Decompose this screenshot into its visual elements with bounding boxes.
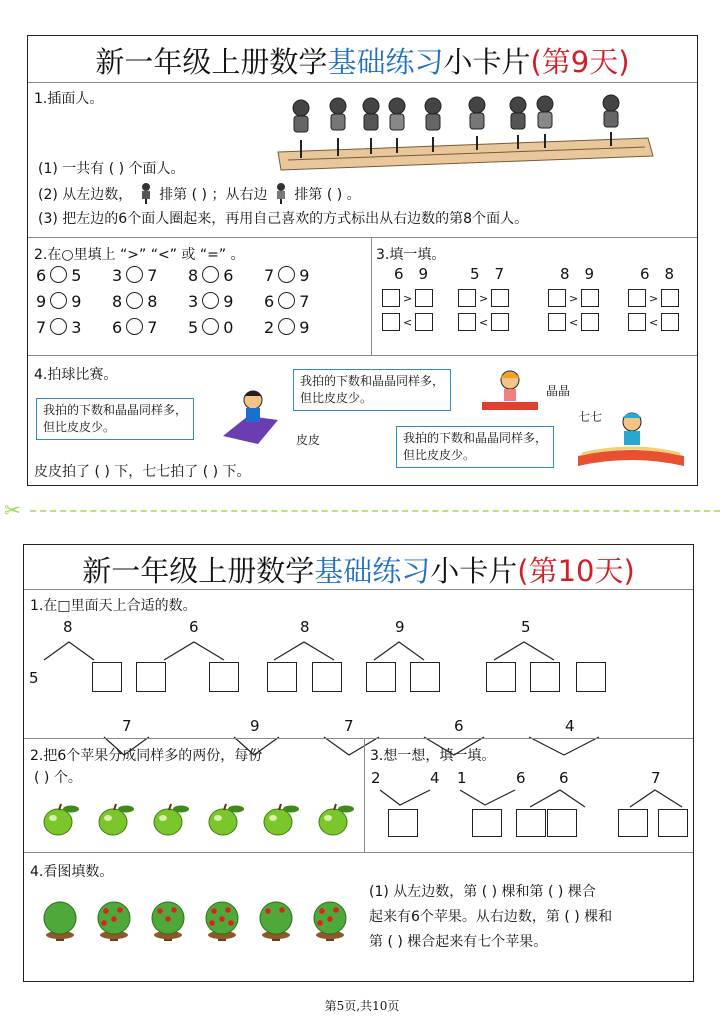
compare-symbol: >: [649, 292, 659, 305]
question-1-line-1: (1) 一共有 ( ) 个面人。: [38, 161, 185, 177]
answer-box[interactable]: [547, 809, 577, 837]
compare-left: 3: [188, 292, 199, 311]
split-number: 6: [559, 769, 569, 787]
answer-box[interactable]: [486, 662, 516, 692]
compare-symbol: >: [569, 292, 579, 305]
compare-item: [112, 266, 157, 285]
compare-right: 9: [299, 266, 310, 285]
question-2-label: 2.把6个苹果分成同样多的两份，每份: [30, 748, 263, 764]
compare-circle[interactable]: [202, 318, 219, 335]
question-1-label: 1.在□里面天上合适的数。: [30, 598, 197, 614]
box-compare-row: [628, 289, 679, 307]
answer-box[interactable]: [382, 289, 400, 307]
compare-left: 6: [36, 266, 47, 285]
chain-top-number: 8: [63, 618, 73, 636]
compare-circle[interactable]: [50, 266, 67, 283]
compare-item: [188, 292, 233, 311]
speech-bubble-jingjing: 我拍的下数和晶晶同样多，但比皮皮少。: [293, 369, 451, 411]
answer-box[interactable]: [472, 809, 502, 837]
compare-right: 3: [71, 318, 82, 337]
answer-box[interactable]: [581, 289, 599, 307]
compare-right: 0: [223, 318, 234, 337]
card-day-10: [23, 544, 694, 982]
compare-circle[interactable]: [126, 318, 143, 335]
apple-icon: [42, 803, 82, 837]
compare-left: 8: [112, 292, 123, 311]
split-number: 4: [430, 769, 440, 787]
compare-circle[interactable]: [278, 318, 295, 335]
pair-numbers: [560, 265, 594, 283]
question-1-line-2: (2) 从左边数， 排第 ( ) ；从右边 排第 ( ) 。: [38, 182, 361, 204]
compare-item: [188, 266, 233, 285]
split-number: 2: [371, 769, 381, 787]
tree-icon: [38, 901, 82, 945]
compare-symbol: >: [403, 292, 413, 305]
spacer: [570, 265, 585, 283]
pair-number: 5: [470, 265, 480, 283]
compare-right: 7: [299, 292, 310, 311]
compare-left: 9: [36, 292, 47, 311]
card-title: 新一年级上册数学基础练习小卡片(第10天): [82, 554, 635, 588]
question-4-label: 4.拍球比赛。: [34, 367, 118, 383]
compare-item: [112, 292, 157, 311]
apple-icon: [97, 803, 137, 837]
answer-box[interactable]: [628, 313, 646, 331]
chain-bottom-number: 7: [344, 717, 354, 735]
pair-numbers: [394, 265, 428, 283]
card-title: 新一年级上册数学基础练习小卡片(第9天): [95, 45, 630, 79]
question-4-line-3: 第 ( ) 棵合起来有七个苹果。: [369, 934, 548, 950]
box-compare-row: [458, 313, 509, 331]
chain-top-number: 6: [189, 618, 199, 636]
question-3-label: 3.填一填。: [376, 247, 446, 263]
compare-circle[interactable]: [50, 318, 67, 335]
answer-box[interactable]: [458, 289, 476, 307]
compare-circle[interactable]: [202, 266, 219, 283]
chain-top-number: 5: [521, 618, 531, 636]
chain-bottom-number: 9: [250, 717, 260, 735]
answer-box[interactable]: [548, 289, 566, 307]
question-2-label-line-2: ( ) 个。: [34, 770, 82, 786]
chain-bottom-number: 7: [122, 717, 132, 735]
compare-right: 6: [223, 266, 234, 285]
compare-circle[interactable]: [278, 292, 295, 309]
compare-item: [264, 266, 309, 285]
answer-box[interactable]: [581, 313, 599, 331]
compare-right: 5: [71, 266, 82, 285]
question-4-answer: 皮皮拍了 ( ) 下，七七拍了 ( ) 下。: [34, 464, 251, 480]
compare-circle[interactable]: [50, 292, 67, 309]
divider: [364, 738, 365, 852]
question-1-label: 1.插面人。: [34, 91, 104, 107]
scissors-icon: ✂: [4, 498, 21, 522]
answer-box[interactable]: [618, 809, 648, 837]
split-number: 6: [516, 769, 526, 787]
name-jingjing: 晶晶: [546, 384, 571, 398]
divider: [371, 237, 372, 355]
compare-left: 2: [264, 318, 275, 337]
tree-icon: [92, 901, 136, 945]
answer-box[interactable]: [661, 313, 679, 331]
box-compare-row: [382, 289, 433, 307]
compare-right: 7: [147, 266, 158, 285]
compare-item: [36, 318, 81, 337]
answer-box[interactable]: [530, 662, 560, 692]
tree-icon: [254, 901, 298, 945]
compare-right: 9: [223, 292, 234, 311]
cut-line: [30, 510, 720, 512]
jingjing-illustration: [480, 366, 540, 416]
answer-box[interactable]: [388, 809, 418, 837]
puppet-icon: [272, 182, 290, 204]
compare-left: 7: [36, 318, 47, 337]
divider: [24, 852, 693, 853]
question-1-line-3: (3) 把左边的6个面人圈起来，再用自己喜欢的方式标出从右边数的第8个面人。: [38, 211, 529, 227]
compare-item: [36, 266, 81, 285]
answer-box[interactable]: [92, 662, 122, 692]
compare-symbol: <: [479, 316, 489, 329]
answer-box[interactable]: [312, 662, 342, 692]
pair-number: 6: [640, 265, 650, 283]
answer-box[interactable]: [516, 809, 546, 837]
box-compare-row: [382, 313, 433, 331]
compare-right: 9: [71, 292, 82, 311]
compare-right: 7: [147, 318, 158, 337]
answer-box[interactable]: [491, 313, 509, 331]
compare-left: 5: [188, 318, 199, 337]
divider: [24, 738, 693, 739]
answer-box[interactable]: [658, 809, 688, 837]
compare-left: 8: [188, 266, 199, 285]
answer-box[interactable]: [209, 662, 239, 692]
box-compare-row: [458, 289, 509, 307]
question-2-label: 2.在○里填上 “>” “<” 或 “=” 。: [34, 247, 245, 263]
compare-left: 6: [112, 318, 123, 337]
pair-number: 6: [394, 265, 404, 283]
name-pipi: 皮皮: [296, 433, 321, 447]
compare-symbol: <: [649, 316, 659, 329]
chain-bottom-number: 4: [565, 717, 575, 735]
compare-item: [264, 292, 309, 311]
compare-right: 9: [299, 318, 310, 337]
question-4-label: 4.看图填数。: [30, 864, 114, 880]
compare-circle[interactable]: [278, 266, 295, 283]
pair-numbers: [640, 265, 674, 283]
divider: [28, 237, 697, 238]
tree-icon: [200, 901, 244, 945]
tree-icon: [146, 901, 190, 945]
chain-top-number: 9: [395, 618, 405, 636]
answer-box[interactable]: [576, 662, 606, 692]
answer-box[interactable]: [548, 313, 566, 331]
answer-box[interactable]: [366, 662, 396, 692]
pair-number: 8: [664, 265, 675, 283]
answer-box[interactable]: [458, 313, 476, 331]
compare-symbol: <: [569, 316, 579, 329]
compare-right: 8: [147, 292, 158, 311]
question-3-label: 3.想一想，填一填。: [370, 748, 496, 764]
compare-item: [188, 318, 233, 337]
compare-item: [36, 292, 81, 311]
qiqi-illustration: [576, 406, 686, 468]
pair-number: 9: [584, 265, 595, 283]
answer-box[interactable]: [628, 289, 646, 307]
compare-left: 3: [112, 266, 123, 285]
spacer: [480, 265, 495, 283]
puppet-icon: [137, 182, 155, 204]
compare-item: [264, 318, 309, 337]
box-compare-row: [628, 313, 679, 331]
compare-symbol: >: [479, 292, 489, 305]
compare-circle[interactable]: [202, 292, 219, 309]
chain-top-number: 8: [300, 618, 310, 636]
chain-left-number: 5: [29, 669, 39, 687]
pair-number: 8: [560, 265, 570, 283]
answer-box[interactable]: [136, 662, 166, 692]
box-compare-row: [548, 313, 599, 331]
answer-box[interactable]: [415, 313, 433, 331]
speech-bubble-qiqi: 我拍的下数和晶晶同样多，但比皮皮少。: [396, 426, 554, 468]
divider: [24, 589, 693, 590]
divider: [28, 355, 697, 356]
answer-box[interactable]: [491, 289, 509, 307]
answer-box[interactable]: [267, 662, 297, 692]
pipi-illustration: [218, 388, 288, 448]
page-footer: 第5页,共10页: [324, 999, 400, 1013]
apple-icon: [207, 803, 247, 837]
speech-bubble-pipi: 我拍的下数和晶晶同样多，但比皮皮少。: [36, 398, 194, 440]
chain-bottom-number: 6: [454, 717, 464, 735]
pair-number: 9: [418, 265, 429, 283]
puppet-stand-illustration: [273, 94, 653, 174]
compare-left: 6: [264, 292, 275, 311]
box-compare-row: [548, 289, 599, 307]
compare-left: 7: [264, 266, 275, 285]
pair-number: 7: [494, 265, 505, 283]
apple-icon: [317, 803, 357, 837]
compare-circle[interactable]: [126, 292, 143, 309]
name-qiqi: 七七: [578, 410, 603, 424]
compare-symbol: <: [403, 316, 413, 329]
compare-circle[interactable]: [126, 266, 143, 283]
answer-box[interactable]: [661, 289, 679, 307]
spacer: [404, 265, 419, 283]
apple-icon: [152, 803, 192, 837]
question-4-line-1: (1) 从左边数，第 ( ) 棵和第 ( ) 棵合: [369, 884, 596, 900]
pair-numbers: [470, 265, 504, 283]
question-4-line-2: 起来有6个苹果。从右边数，第 ( ) 棵和: [369, 909, 613, 925]
split-number: 1: [457, 769, 467, 787]
spacer: [650, 265, 665, 283]
answer-box[interactable]: [382, 313, 400, 331]
compare-item: [112, 318, 157, 337]
tree-icon: [308, 901, 352, 945]
card-day-9: [27, 35, 698, 486]
divider: [28, 82, 697, 83]
answer-box[interactable]: [415, 289, 433, 307]
answer-box[interactable]: [410, 662, 440, 692]
split-number: 7: [651, 769, 661, 787]
apple-icon: [262, 803, 302, 837]
